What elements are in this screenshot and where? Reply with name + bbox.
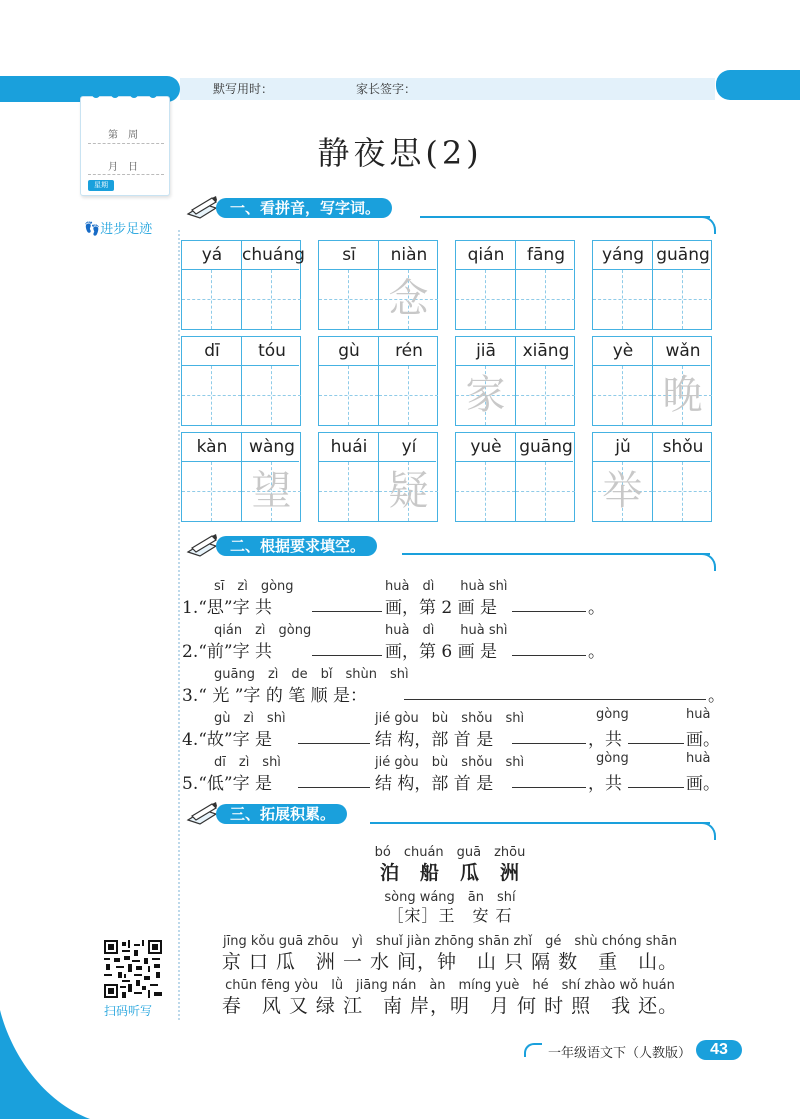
scan-to-listen-label: 扫码听写: [104, 1004, 153, 1018]
pencil-book-icon: [186, 800, 220, 826]
writing-cell[interactable]: [319, 462, 378, 521]
writing-cell[interactable]: [593, 366, 652, 425]
pinyin-label: guāng: [519, 437, 573, 457]
pinyin-label: yí: [401, 437, 417, 457]
progress-footprint-label: 👣进步足迹: [84, 222, 153, 237]
section-rule: [370, 822, 710, 824]
section2-title: 二、根据要求填空。: [216, 536, 377, 556]
binder-ring-icon: [92, 90, 100, 98]
q3-text-a: 3.“ 光 ”字 的 笔 顺 是：: [182, 686, 368, 706]
q4-blank-structure[interactable]: [298, 742, 370, 744]
trace-character: 举: [602, 468, 643, 514]
trace-character: [653, 462, 712, 521]
word-box: [181, 240, 305, 330]
writing-cell[interactable]: [653, 462, 712, 521]
section-rule-end: [698, 822, 716, 840]
top-band-right: [716, 70, 800, 100]
section-rule: [420, 216, 710, 218]
q5-pinyin-d: huà: [686, 751, 711, 766]
word-box: [181, 336, 301, 426]
writing-cell[interactable]: [182, 366, 241, 425]
word-box: [455, 336, 575, 426]
writing-cell[interactable]: [319, 366, 378, 425]
q4-pinyin-b: jié gòu bù shǒu shì: [375, 711, 525, 726]
trace-character: [653, 270, 712, 329]
page-number: 43: [696, 1040, 742, 1060]
writing-cell[interactable]: [653, 270, 712, 329]
q2-blank-stroke6[interactable]: [512, 654, 586, 656]
pencil-book-icon: [186, 194, 220, 220]
writing-cell[interactable]: [182, 270, 241, 329]
pinyin-label: jǔ: [615, 437, 631, 457]
writing-cell[interactable]: [516, 270, 575, 329]
trace-character: [319, 462, 378, 521]
q3-end: 。: [708, 686, 725, 706]
qr-code-icon[interactable]: [104, 940, 162, 998]
pinyin-label: yáng: [601, 245, 645, 265]
word-box: [318, 336, 438, 426]
poem-title-pinyin: bó chuán guā zhōu: [374, 845, 526, 860]
pinyin-label: guāng: [656, 245, 710, 265]
writing-cell[interactable]: [242, 462, 301, 521]
word-box: [455, 432, 575, 522]
poem-line1-pinyin: jīng kǒu guā zhōu yì shuǐ jiàn zhōng shān zhǐ gé shù chóng shān: [223, 934, 677, 949]
q2-text-a: 2.“前”字 共: [182, 642, 273, 662]
book-name: 一年级语文下（人教版）: [548, 1045, 692, 1060]
section-rule: [402, 553, 710, 555]
pinyin-label: niàn: [390, 245, 428, 265]
q4-blank-radical[interactable]: [512, 742, 586, 744]
pinyin-label: sī: [342, 245, 356, 265]
q1-pinyin-a: sī zì gòng: [214, 579, 294, 594]
pencil-book-icon: [186, 532, 220, 558]
writing-cell[interactable]: [319, 270, 378, 329]
writing-cell[interactable]: [456, 366, 515, 425]
trace-character: [516, 366, 575, 425]
trace-character: 疑: [388, 468, 429, 514]
trace-character: [456, 270, 515, 329]
trace-character: [456, 462, 515, 521]
q2-pinyin-a: qián zì gòng: [214, 623, 312, 638]
footprint-icon: 👣: [84, 222, 101, 237]
trace-character: [242, 366, 301, 425]
dictation-time-label: 默写用时：: [213, 82, 274, 96]
section-rule-end: [698, 553, 716, 571]
writing-cell[interactable]: [593, 462, 652, 521]
q5-blank-count[interactable]: [628, 786, 684, 788]
trace-character: [379, 366, 438, 425]
word-box: [592, 336, 712, 426]
trace-character: 晚: [662, 372, 703, 418]
q4-pinyin-a: gù zì shì: [214, 711, 286, 726]
q5-text-c: ，共: [588, 774, 622, 794]
pinyin-label: yuè: [470, 437, 502, 457]
trace-character: [593, 270, 652, 329]
q2-text-b: 画，第 6 画 是: [385, 642, 498, 662]
trace-character: [182, 462, 241, 521]
pinyin-label: kàn: [196, 437, 228, 457]
q2-pinyin-b: huà dì huà shì: [385, 623, 508, 638]
poem-title: 泊 船 瓜 洲: [379, 862, 520, 884]
writing-cell[interactable]: [456, 462, 515, 521]
writing-cell[interactable]: [593, 270, 652, 329]
q2-end: 。: [588, 642, 605, 662]
q1-text-b: 画，第 2 画 是: [385, 598, 498, 618]
q2-blank-strokes[interactable]: [312, 654, 382, 656]
poem-author-pinyin: sòng wáng ān shí: [384, 890, 516, 905]
trace-character: [593, 366, 652, 425]
writing-cell[interactable]: [379, 366, 438, 425]
trace-character: [319, 270, 378, 329]
q4-pinyin-d: huà: [686, 707, 711, 722]
date-label: 月 日: [108, 162, 138, 173]
q5-text-b: 结 构，部 首 是: [375, 774, 494, 794]
trace-character: [516, 462, 575, 521]
poem-line2-pinyin: chūn fēng yòu lǜ jiāng nán àn míng yuè hé shí zhào wǒ huán: [225, 978, 675, 993]
pinyin-label: fāng: [527, 245, 565, 265]
writing-cell[interactable]: [456, 270, 515, 329]
poem-line2: 春 风 又 绿 江 南 岸，明 月 何 时 照 我 还。: [221, 995, 679, 1017]
pinyin-label: wàng: [249, 437, 295, 457]
pinyin-label: huái: [330, 437, 368, 457]
q1-end: 。: [588, 598, 605, 618]
word-box: [181, 432, 301, 522]
week-label: 第 周: [108, 130, 138, 141]
q4-text-c: ，共: [588, 730, 622, 750]
q3-blank-stroke-order[interactable]: [404, 698, 706, 700]
writing-cell[interactable]: [242, 366, 301, 425]
decorative-corner-wave: [0, 1010, 90, 1119]
binder-ring-icon: [111, 90, 119, 98]
pinyin-label: xiāng: [522, 341, 570, 361]
writing-cell[interactable]: [516, 366, 575, 425]
trace-character: 望: [251, 468, 292, 514]
q3-pinyin-a: guāng zì de bǐ shùn shì: [214, 667, 409, 682]
word-box: [592, 432, 712, 522]
q4-pinyin-c: gòng: [596, 707, 629, 722]
trace-character: 家: [465, 372, 506, 418]
q5-pinyin-b: jié gòu bù shǒu shì: [375, 755, 525, 770]
trace-character: [182, 270, 241, 329]
trace-character: [242, 270, 301, 329]
trace-character: [319, 366, 378, 425]
weekday-tag: 星期: [88, 180, 114, 191]
word-box: [318, 432, 438, 522]
pinyin-label: rén: [395, 341, 423, 361]
q1-text-a: 1.“思”字 共: [182, 598, 273, 618]
q4-blank-count[interactable]: [628, 742, 684, 744]
q5-end: 画。: [686, 774, 720, 794]
footer-hook: [524, 1043, 542, 1057]
trace-character: 念: [388, 276, 429, 322]
word-box: [318, 240, 438, 330]
pinyin-label: yá: [201, 245, 223, 265]
writing-cell[interactable]: [182, 462, 241, 521]
q5-pinyin-a: dī zì shì: [214, 755, 281, 770]
writing-cell[interactable]: [516, 462, 575, 521]
writing-cell[interactable]: [379, 462, 438, 521]
word-box: [592, 240, 712, 330]
q4-text-a: 4.“故”字 是: [182, 730, 273, 750]
divider: [88, 174, 164, 175]
pinyin-label: dī: [204, 341, 220, 361]
pinyin-label: shǒu: [662, 437, 704, 457]
pinyin-label: jiā: [476, 341, 496, 361]
pinyin-label: wǎn: [665, 341, 701, 361]
parent-signature-label: 家长签字：: [356, 82, 417, 96]
q5-blank-radical[interactable]: [512, 786, 586, 788]
writing-cell[interactable]: [379, 270, 438, 329]
q4-end: 画。: [686, 730, 720, 750]
q5-pinyin-c: gòng: [596, 751, 629, 766]
trace-character: [182, 366, 241, 425]
section1-title: 一、看拼音，写字词。: [216, 198, 392, 218]
q1-blank-strokes[interactable]: [312, 610, 382, 612]
writing-cell[interactable]: [242, 270, 301, 329]
q5-text-a: 5.“低”字 是: [182, 774, 273, 794]
q1-blank-stroke2[interactable]: [512, 610, 586, 612]
poem-line1: 京 口 瓜 洲 一 水 间，钟 山 只 隔 数 重 山。: [221, 951, 679, 973]
binder-ring-icon: [149, 90, 157, 98]
pinyin-label: qián: [467, 245, 505, 265]
pinyin-label: tóu: [258, 341, 286, 361]
writing-cell[interactable]: [653, 366, 712, 425]
q4-text-b: 结 构，部 首 是: [375, 730, 494, 750]
pinyin-label: yè: [612, 341, 634, 361]
section3-title: 三、拓展积累。: [216, 804, 347, 824]
q1-pinyin-b: huà dì huà shì: [385, 579, 508, 594]
section-rule-end: [698, 216, 716, 234]
pinyin-label: gù: [338, 341, 360, 361]
q5-blank-structure[interactable]: [298, 786, 370, 788]
pinyin-label: chuáng: [242, 245, 305, 265]
trace-character: [516, 270, 575, 329]
word-box: [455, 240, 575, 330]
binder-ring-icon: [130, 90, 138, 98]
poem-author: ［宋］王 安 石: [387, 906, 513, 925]
page-title: 静夜思(2): [317, 134, 483, 172]
